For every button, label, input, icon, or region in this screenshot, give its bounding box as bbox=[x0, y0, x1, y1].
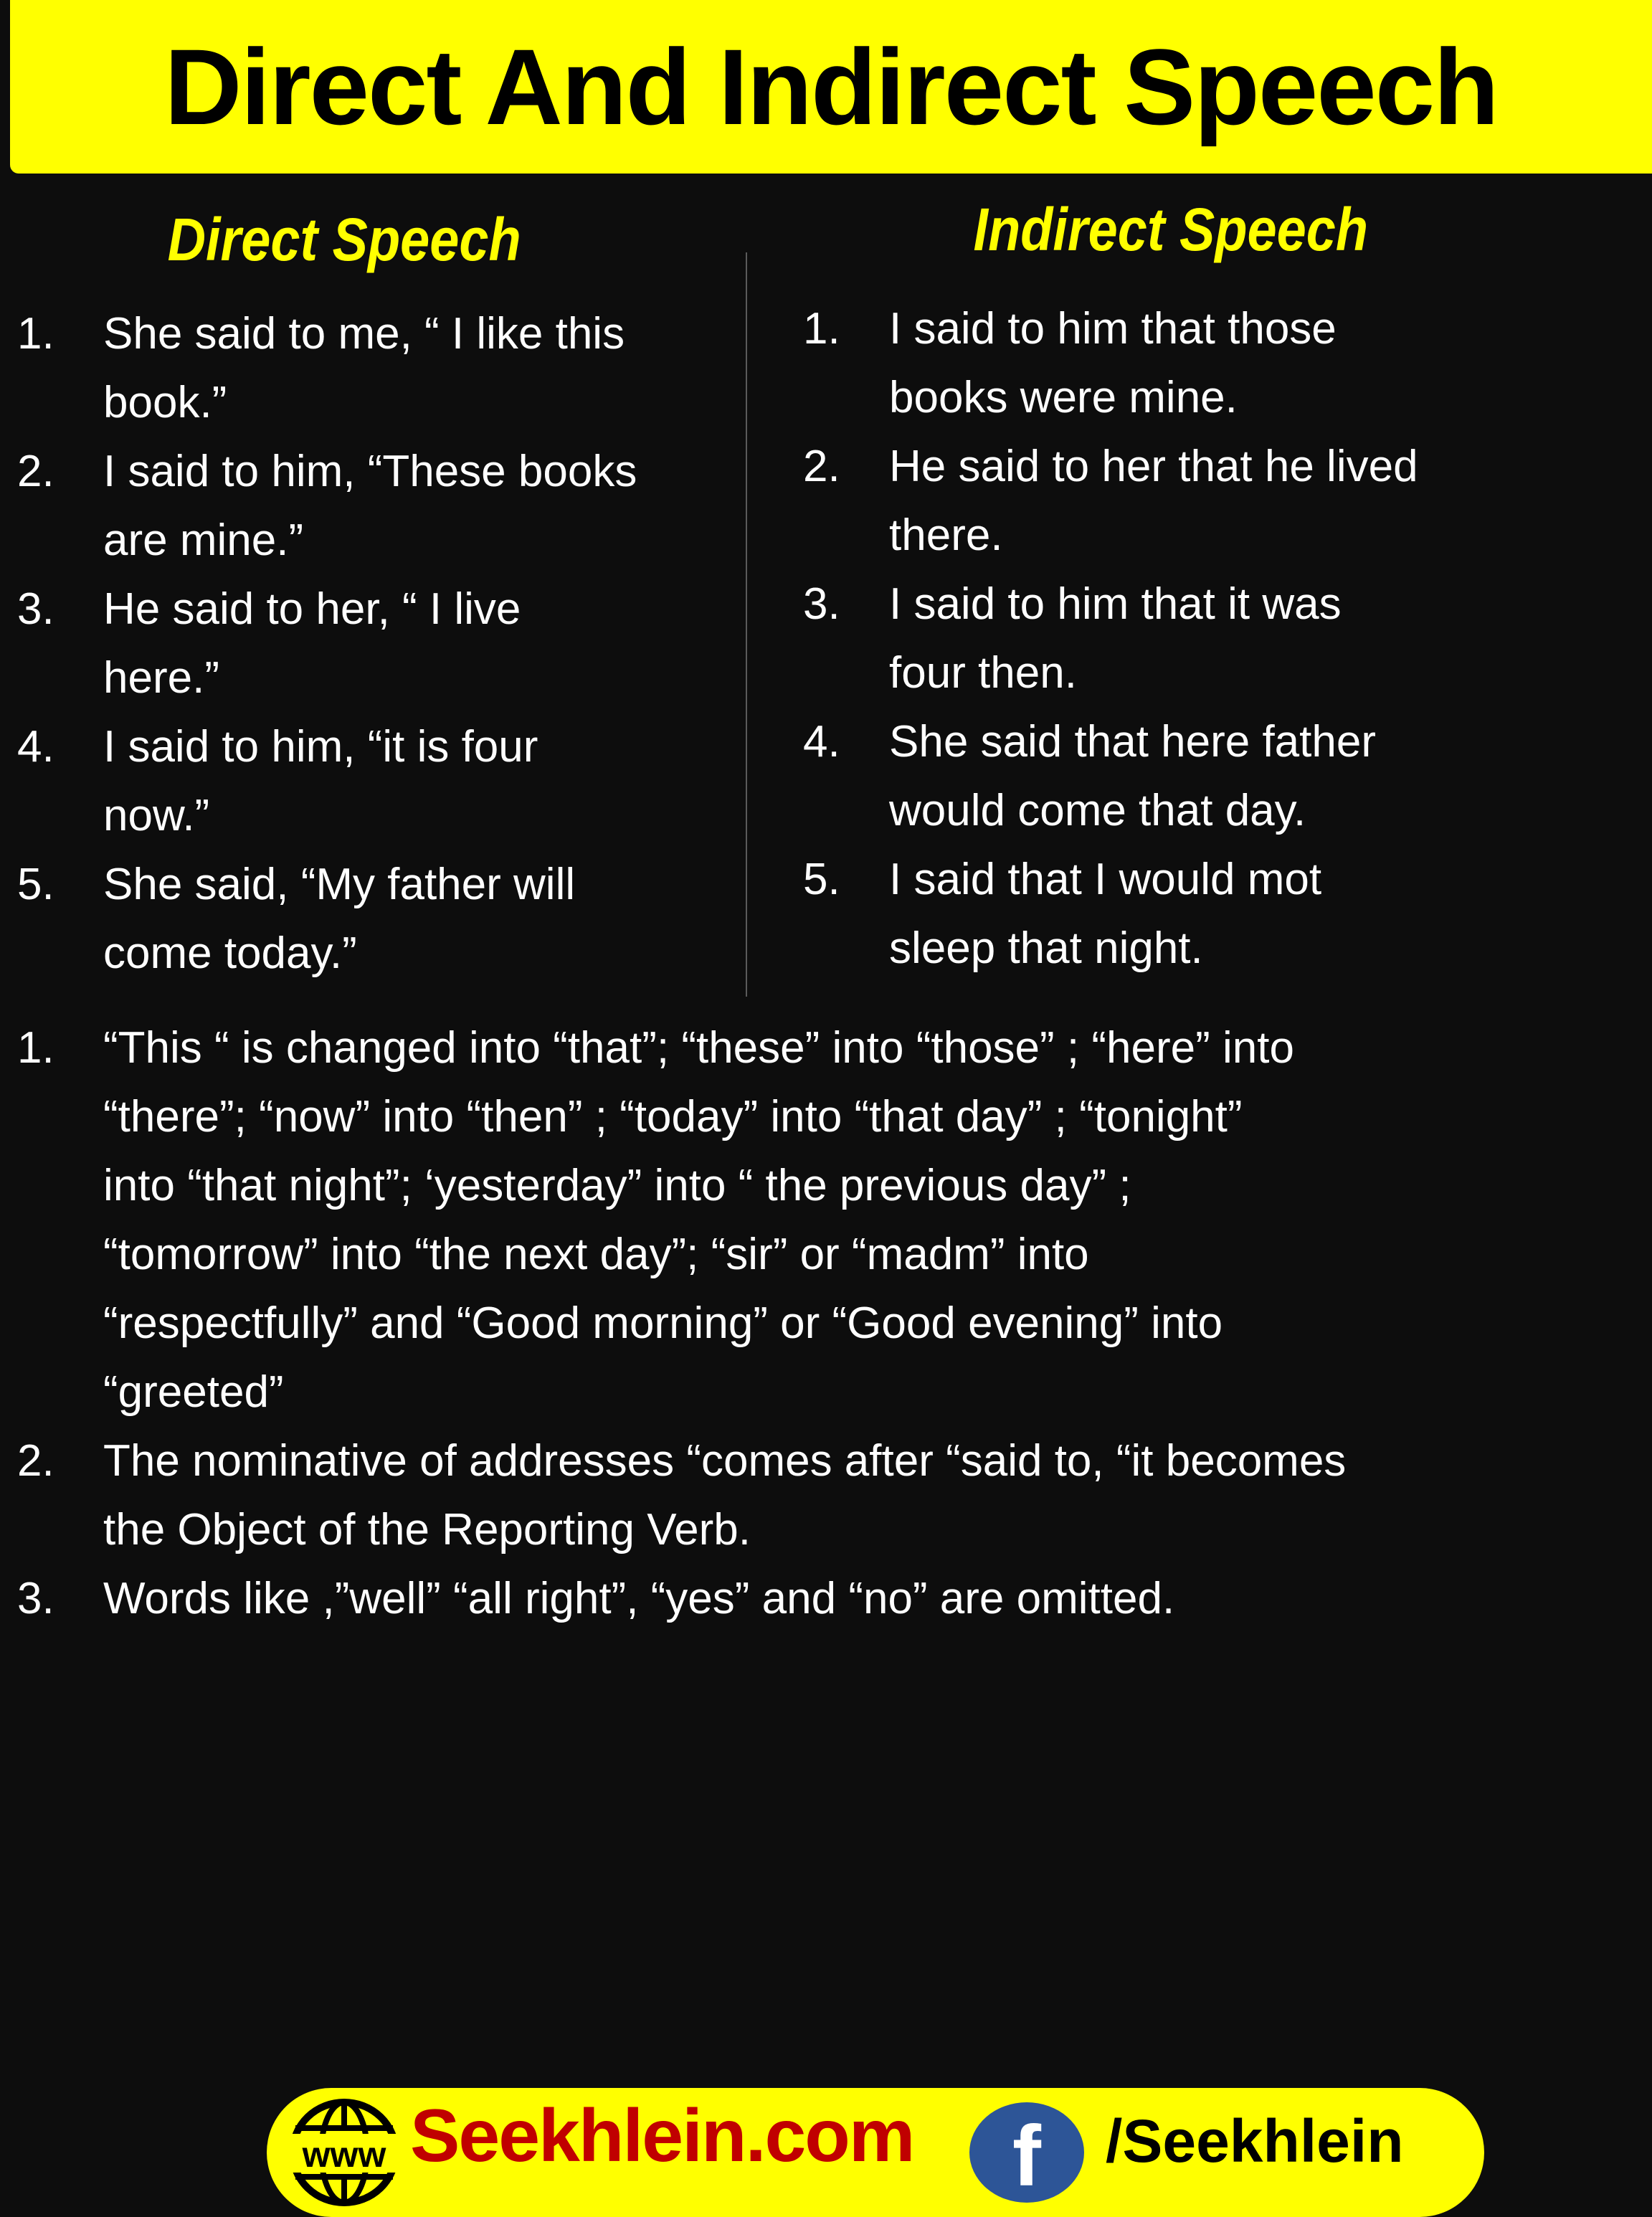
facebook-letter: f bbox=[1012, 2108, 1041, 2204]
direct-speech-heading: Direct Speech bbox=[167, 206, 521, 273]
item-number: 3. bbox=[803, 579, 840, 629]
item-text-line: “This “ is changed into “that”; “these” into “those” ; “here” into bbox=[103, 1023, 1294, 1073]
item-text-line: now.” bbox=[103, 791, 210, 840]
item-number: 3. bbox=[17, 1574, 54, 1623]
item-text-line: She said, “My father will bbox=[103, 860, 576, 909]
indirect-speech-heading: Indirect Speech bbox=[973, 196, 1368, 263]
direct-speech-item bbox=[17, 850, 637, 988]
item-text-line: “there”; “now” into “then” ; “today” into “that day” ; “tonight” bbox=[103, 1092, 1243, 1141]
title-banner bbox=[10, 0, 1652, 174]
item-text-line: would come that day. bbox=[889, 786, 1306, 835]
item-text-line: there. bbox=[889, 511, 1003, 560]
indirect-speech-item bbox=[803, 845, 1418, 983]
website-link[interactable]: Seekhlein.com bbox=[410, 2094, 914, 2178]
item-text-line: into “that night”; ‘yesterday” into “ the previous day” ; bbox=[103, 1161, 1131, 1210]
item-text-line: Words like ,”well” “all right”, “yes” and “no” are omitted. bbox=[103, 1574, 1175, 1623]
direct-speech-item bbox=[17, 300, 637, 437]
item-number: 4. bbox=[803, 717, 840, 766]
column-divider bbox=[746, 252, 747, 997]
item-text-line: “respectfully” and “Good morning” or “Good evening” into bbox=[103, 1299, 1223, 1348]
item-text-line: “tomorrow” into “the next day”; “sir” or “madm” into bbox=[103, 1230, 1089, 1279]
rule-item bbox=[17, 1565, 1346, 1633]
indirect-speech-item bbox=[803, 432, 1418, 570]
item-number: 2. bbox=[17, 447, 54, 496]
item-text-line: I said that I would mot bbox=[889, 855, 1322, 904]
item-text-line: He said to her, “ I live bbox=[103, 584, 521, 634]
item-text-line: the Object of the Reporting Verb. bbox=[103, 1505, 751, 1554]
item-text-line: “greeted” bbox=[103, 1367, 284, 1417]
item-number: 3. bbox=[17, 584, 54, 634]
item-text-line: I said to him, “it is four bbox=[103, 722, 538, 772]
direct-speech-item bbox=[17, 575, 637, 713]
item-number: 1. bbox=[17, 309, 54, 359]
item-number: 1. bbox=[17, 1023, 54, 1073]
page-title: Direct And Indirect Speech bbox=[164, 26, 1498, 147]
item-text-line: I said to him that those bbox=[889, 304, 1337, 353]
item-text-line: are mine.” bbox=[103, 516, 304, 565]
rule-item bbox=[17, 1014, 1346, 1427]
indirect-speech-item bbox=[803, 708, 1418, 845]
item-text-line: here.” bbox=[103, 653, 219, 703]
item-number: 1. bbox=[803, 304, 840, 353]
item-number: 4. bbox=[17, 722, 54, 772]
item-number: 5. bbox=[17, 860, 54, 909]
item-text-line: come today.” bbox=[103, 929, 357, 978]
item-number: 2. bbox=[17, 1436, 54, 1486]
indirect-speech-list bbox=[803, 295, 1418, 983]
rule-item bbox=[17, 1427, 1346, 1565]
item-text-line: books were mine. bbox=[889, 373, 1238, 422]
item-text-line: I said to him, “These books bbox=[103, 447, 637, 496]
item-text-line: She said that here father bbox=[889, 717, 1377, 766]
item-text-line: book.” bbox=[103, 378, 227, 427]
item-text-line: He said to her that he lived bbox=[889, 442, 1418, 491]
direct-speech-item bbox=[17, 437, 637, 575]
www-globe-icon bbox=[287, 2098, 402, 2207]
item-text-line: four then. bbox=[889, 648, 1077, 698]
facebook-handle[interactable]: /Seekhlein bbox=[1106, 2107, 1404, 2175]
item-text-line: sleep that night. bbox=[889, 924, 1203, 973]
indirect-speech-item bbox=[803, 570, 1418, 708]
item-text-line: The nominative of addresses “comes after “said to, “it becomes bbox=[103, 1436, 1347, 1486]
item-text-line: I said to him that it was bbox=[889, 579, 1342, 629]
rules-list bbox=[17, 1014, 1346, 1633]
direct-speech-list bbox=[17, 300, 637, 988]
footer-banner bbox=[267, 2088, 1484, 2217]
facebook-icon[interactable] bbox=[969, 2102, 1084, 2203]
direct-speech-item bbox=[17, 713, 637, 850]
item-number: 2. bbox=[803, 442, 840, 491]
item-text-line: She said to me, “ I like this bbox=[103, 309, 625, 359]
globe-www-text: www bbox=[302, 2135, 386, 2175]
indirect-speech-item bbox=[803, 295, 1418, 432]
item-number: 5. bbox=[803, 855, 840, 904]
